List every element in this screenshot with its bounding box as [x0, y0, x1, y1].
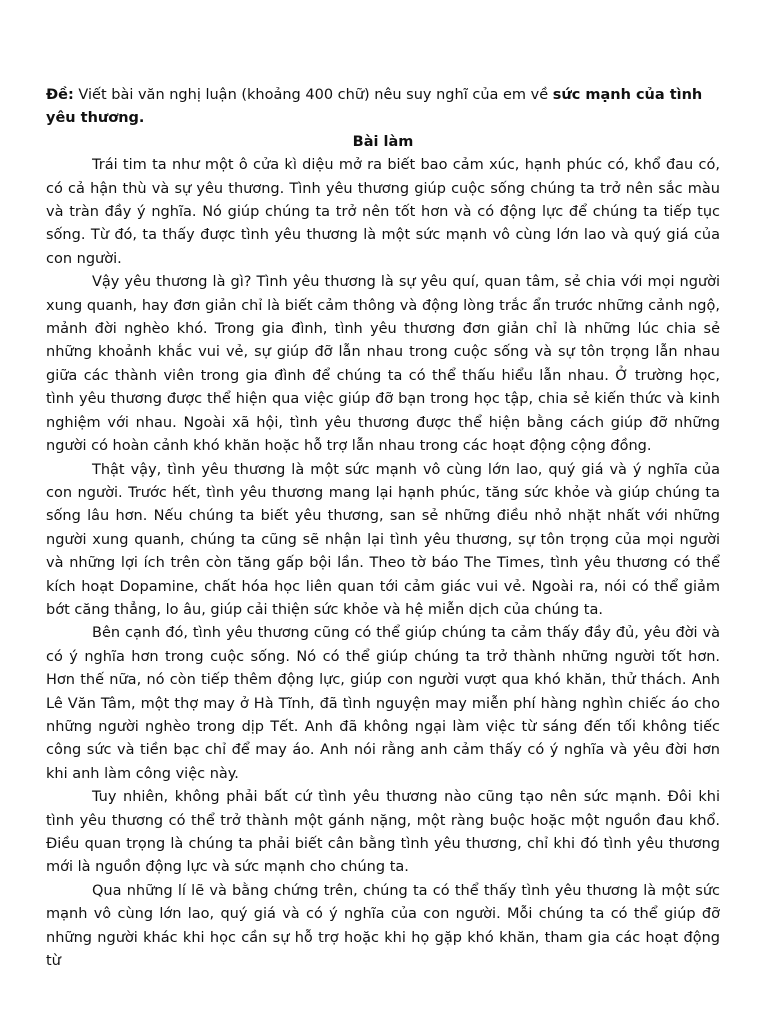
paragraph-1: Trái tim ta như một ô cửa kì diệu mở ra biết bao cảm xúc, hạnh phúc có, khổ đau có, có cả hận thù và sự yêu thương. Tình yêu thương giúp cuộc sống chúng ta trở nên sắc màu và tràn đầy ý nghĩa. Nó giúp chúng ta trở nên tốt hơn và có động lực để chúng ta tiếp tục sống. Từ đó, ta thấy được tình yêu thương là một sức mạnh vô cùng lớn lao và quý giá của con người. — [46, 157, 720, 267]
paragraph-4: Bên cạnh đó, tình yêu thương cũng có thể giúp chúng ta cảm thấy đầy đủ, yêu đời và có ý nghĩa hơn trong cuộc sống. Nó có thể giúp chúng ta trở thành những người tốt hơn. Hơn thế nữa, nó còn tiếp thêm động lực, giúp con người vượt qua khó khăn, thử thách. Anh Lê Văn Tâm, một thợ may ở Hà Tĩnh, đã tình nguyện may miễn phí hàng nghìn chiếc áo cho những người nghèo trong dịp Tết. Anh đã không ngại làm việc từ sáng đến tối không tiếc công sức và tiền bạc chỉ để may áo. Anh nói rằng anh cảm thấy có ý nghĩa và yêu đời hơn khi anh làm công việc này. — [46, 625, 720, 782]
paragraph-6: Qua những lí lẽ và bằng chứng trên, chúng ta có thể thấy tình yêu thương là một sức mạnh vô cùng lớn lao, quý giá và có ý nghĩa của con người. Mỗi chúng ta có thể giúp đỡ những người khác khi học cần sự hỗ trợ hoặc khi họ gặp khó khăn, tham gia các hoạt động từ — [46, 882, 720, 970]
paragraph-5: Tuy nhiên, không phải bất cứ tình yêu thương nào cũng tạo nên sức mạnh. Đôi khi tình yêu thương có thể trở thành một gánh nặng, một ràng buộc hoặc một nguồn đau khổ. Điều quan trọng là chúng ta phải biết cân bằng tình yêu thương, chỉ khi đó tình yêu thương mới là nguồn động lực và sức mạnh cho chúng ta. — [46, 789, 720, 876]
prompt-topic: sức mạnh của tình yêu thương. — [46, 87, 703, 127]
paragraph-2: Vậy yêu thương là gì? Tình yêu thương là sự yêu quí, quan tâm, sẻ chia với mọi người xung quanh, hay đơn giản chỉ là biết cảm thông và động lòng trắc ẩn trước những cảnh ngộ, mảnh đời nghèo khó. Trong gia đình, tình yêu thương đơn giản chỉ là những lúc chia sẻ những khoảnh khắc vui vẻ, sự giúp đỡ lẫn nhau trong cuộc sống và sự tôn trọng lẫn nhau giữa các thành viên trong gia đình để chúng ta có thể thấu hiểu lẫn nhau. Ở trường học, tình yêu thương được thể hiện qua việc giúp đỡ bạn trong học tập, chia sẻ kiến thức và kinh nghiệm với nhau. Ngoài xã hội, tình yêu thương được thể hiện bằng cách giúp đỡ những người có hoàn cảnh khó khăn hoặc hỗ trợ lẫn nhau trong các hoạt động cộng đồng. — [46, 274, 720, 455]
prompt-label: Đề: — [46, 87, 74, 103]
paragraph-3: Thật vậy, tình yêu thương là một sức mạnh vô cùng lớn lao, quý giá và ý nghĩa của con người. Trước hết, tình yêu thương mang lại hạnh phúc, tăng sức khỏe và giúp chúng ta sống lâu hơn. Nếu chúng ta biết yêu thương, san sẻ những điều nhỏ nhặt nhất với những người xung quanh, chúng ta cũng sẽ nhận lại tình yêu thương, sự tôn trọng của mọi người và những lợi ích trên còn tăng gấp bội lần. Theo tờ báo The Times, tình yêu thương có thể kích hoạt Dopamine, chất hóa học liên quan tới cảm giác vui vẻ. Ngoài ra, nói có thể giảm bớt căng thẳng, lo âu, giúp cải thiện sức khỏe và hệ miễn dịch của chúng ta. — [46, 461, 720, 618]
document-page — [46, 84, 720, 973]
prompt-text: Viết bài văn nghị luận (khoảng 400 chữ) nêu suy nghĩ của em về — [73, 87, 553, 103]
essay-prompt — [46, 84, 720, 131]
essay-heading: Bài làm — [352, 133, 414, 150]
